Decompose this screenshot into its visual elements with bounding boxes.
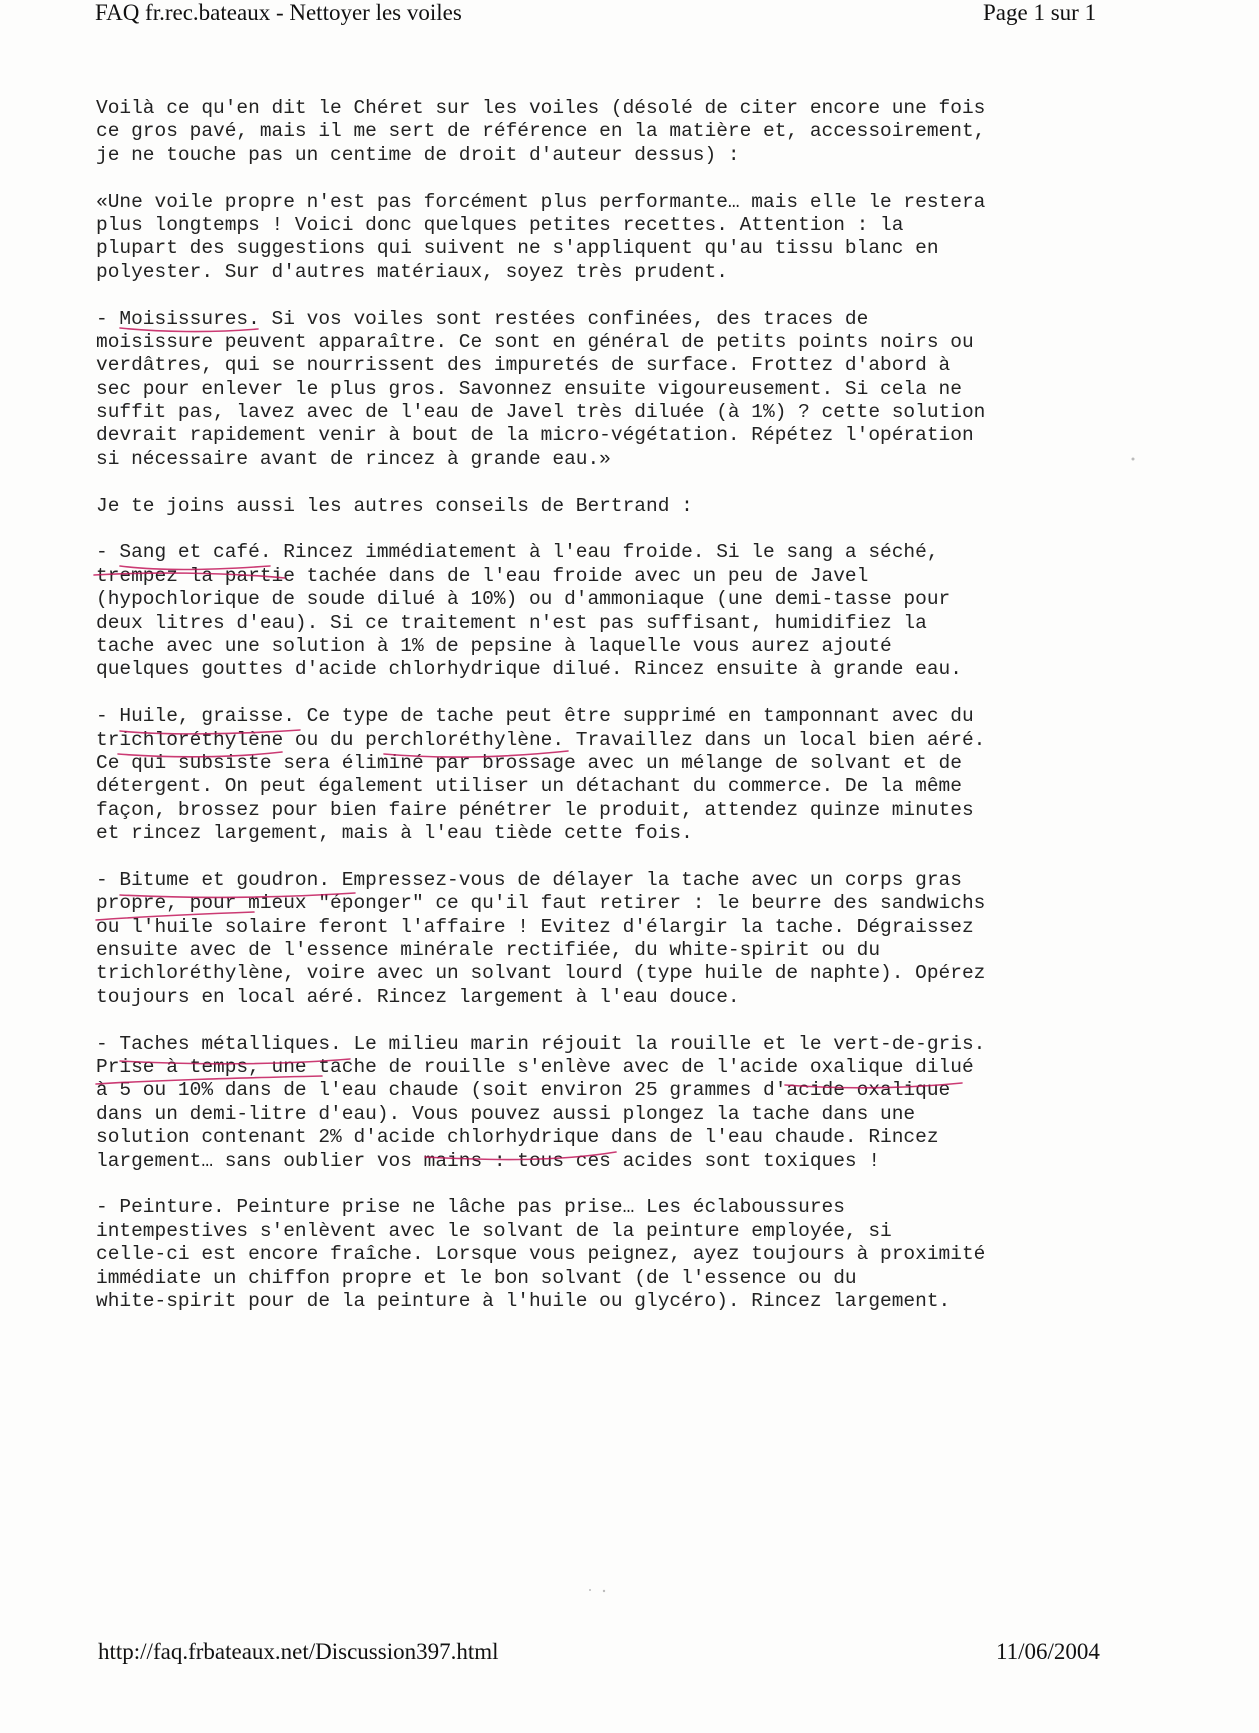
text-line: suffit pas, lavez avec de l'eau de Javel très diluée (à 1%) ? cette solution [96, 401, 986, 424]
text-line: détergent. On peut également utiliser un détachant du commerce. De la même [96, 775, 962, 798]
text-line: deux litres d'eau). Si ce traitement n'est pas suffisant, humidifiez la [96, 611, 927, 634]
footer-date: 11/06/2004 [996, 1639, 1100, 1664]
paragraph-taches-metalliques [96, 1033, 1096, 1173]
text-line: plus longtemps ! Voici donc quelques petites recettes. Attention : la [96, 213, 904, 236]
paragraph-huile-graisse [96, 705, 1096, 845]
text-line: sec pour enlever le plus gros. Savonnez ensuite vigoureusement. Si cela ne [96, 377, 962, 400]
text-line: ou l'huile solaire feront l'affaire ! Evitez d'élargir la tache. Dégraissez [96, 915, 974, 938]
text-line: immédiate un chiffon propre et le bon solvant (de l'essence ou du [96, 1266, 857, 1289]
text-line: Voilà ce qu'en dit le Chéret sur les voiles (désolé de citer encore une fois [96, 97, 986, 119]
paragraph-intro [96, 97, 1096, 167]
text-line: solution contenant 2% d'acide chlorhydrique dans de l'eau chaude. Rincez [96, 1126, 939, 1149]
text-line: façon, brossez pour bien faire pénétrer le produit, attendez quinze minutes [96, 798, 974, 821]
text-line: moisissure peuvent apparaître. Ce sont en général de petits points noirs ou [96, 330, 974, 353]
text-line: white-spirit pour de la peinture à l'huile ou glycéro). Rincez largement. [96, 1289, 951, 1312]
text-line: trichloréthylène, voire avec un solvant lourd (type huile de naphte). Opérez [96, 962, 986, 985]
page-number: Page 1 sur 1 [983, 0, 1097, 25]
text-line: - Bitume et goudron. Empressez-vous de délayer la tache avec un corps gras [96, 868, 962, 891]
text-line: ensuite avec de l'essence minérale rectifiée, du white-spirit ou du [96, 939, 881, 962]
paragraph-peinture [96, 1196, 1096, 1313]
text-line: largement… sans oublier vos mains : tous ces acides sont toxiques ! [96, 1149, 881, 1172]
text-line: «Une voile propre n'est pas forcément plus performante… mais elle le restera [96, 190, 986, 213]
text-line: trempez la partie tachée dans de l'eau froide avec un peu de Javel [96, 564, 869, 587]
text-line: polyester. Sur d'autres matériaux, soyez très prudent. [96, 260, 728, 283]
text-line: - Peinture. Peinture prise ne lâche pas prise… Les éclaboussures [96, 1196, 845, 1219]
text-line: - Taches métalliques. Le milieu marin réjouit la rouille et le vert-de-gris. [96, 1032, 986, 1055]
text-line: devrait rapidement venir à bout de la micro-végétation. Répétez l'opération [96, 424, 974, 447]
paragraph-quote [96, 191, 1096, 285]
footer-url: http://faq.frbateaux.net/Discussion397.html [98, 1639, 499, 1664]
text-line: intempestives s'enlèvent avec le solvant de la peinture employée, si [96, 1219, 892, 1242]
page-header-title: FAQ fr.rec.bateaux - Nettoyer les voiles [95, 0, 462, 25]
text-line: trichloréthylène ou du perchloréthylène. Travaillez dans un local bien aéré. [96, 728, 986, 751]
text-line: ce gros pavé, mais il me sert de référence en la matière et, accessoirement, [96, 120, 986, 143]
text-line: à 5 ou 10% dans de l'eau chaude (soit environ 25 grammes d'acide oxalique [96, 1079, 951, 1102]
text-line: je ne touche pas un centime de droit d'auteur dessus) : [96, 143, 740, 166]
text-line: - Moisissures. Si vos voiles sont restées confinées, des traces de [96, 307, 869, 330]
text-line: dans un demi-litre d'eau). Vous pouvez aussi plongez la tache dans une [96, 1102, 916, 1125]
text-line: Ce qui subsiste sera éliminé par brossage avec un mélange de solvant et de [96, 751, 962, 774]
text-line: tache avec une solution à 1% de pepsine à laquelle vous aurez ajouté [96, 634, 892, 657]
paragraph-sang-cafe [96, 541, 1096, 681]
text-line: propre, pour mieux "éponger" ce qu'il faut retirer : le beurre des sandwichs [96, 892, 986, 915]
document-body [96, 97, 1096, 1313]
text-line: et rincez largement, mais à l'eau tiède cette fois. [96, 822, 693, 845]
text-line: quelques gouttes d'acide chlorhydrique dilué. Rincez ensuite à grande eau. [96, 658, 962, 681]
text-line: si nécessaire avant de rincez à grande eau.» [96, 447, 611, 470]
text-line: Prise à temps, une tache de rouille s'enlève avec de l'acide oxalique dilué [96, 1056, 974, 1079]
text-line: - Sang et café. Rincez immédiatement à l'eau froide. Si le sang a séché, [96, 541, 939, 564]
text-line: Je te joins aussi les autres conseils de Bertrand : [96, 494, 693, 517]
text-line: - Huile, graisse. Ce type de tache peut être supprimé en tamponnant avec du [96, 705, 974, 728]
text-line: (hypochlorique de soude dilué à 10%) ou d'ammoniaque (une demi-tasse pour [96, 588, 951, 611]
paragraph-bertrand [96, 495, 1096, 518]
paragraph-moisissures [96, 308, 1096, 472]
text-line: verdâtres, qui se nourrissent des impuretés de surface. Frottez d'abord à [96, 354, 951, 377]
text-line: plupart des suggestions qui suivent ne s'appliquent qu'au tissu blanc en [96, 237, 939, 260]
text-line: celle-ci est encore fraîche. Lorsque vous peignez, ayez toujours à proximité [96, 1243, 986, 1266]
text-line: toujours en local aéré. Rincez largement à l'eau douce. [96, 985, 740, 1008]
paragraph-bitume-goudron [96, 869, 1096, 1009]
